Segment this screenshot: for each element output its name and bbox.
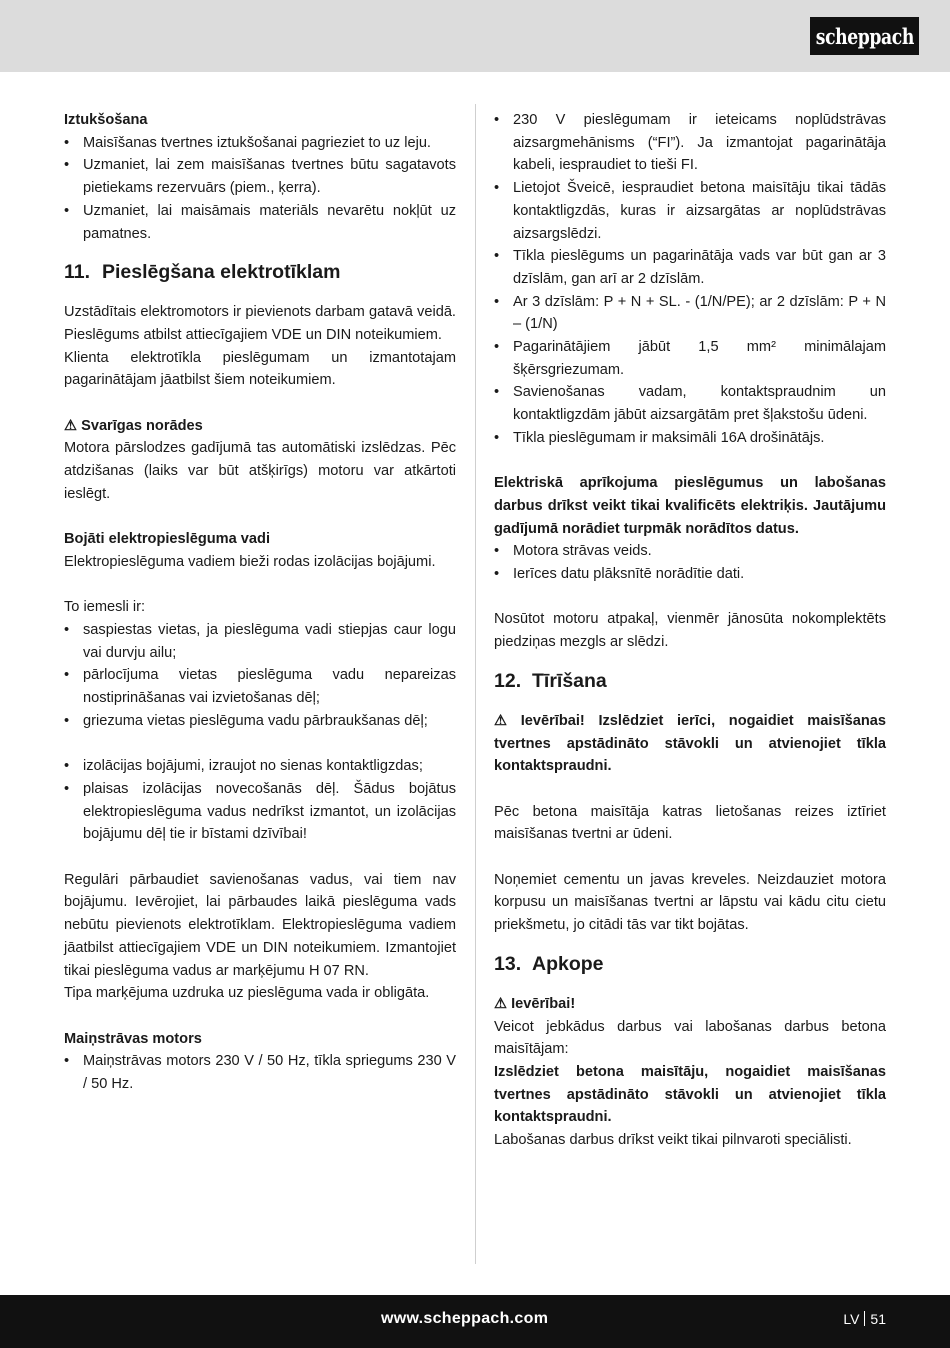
list-item: • plaisas izolācijas novecošanās dēļ. Šādus bojātus elektropieslēguma vadus nedrīkst izmantot, un izolācijas bojājumu dēļ tie ir bīstami dzīvībai! <box>64 778 456 846</box>
page-indicator <box>843 1311 886 1327</box>
paragraph: Klienta elektrotīkla pieslēgumam un izmantotajam pagarinātājam jāatbilst šiem noteikumiem. <box>64 349 456 389</box>
header-bar <box>0 0 950 72</box>
list-item: • Lietojot Šveicē, iespraudiet betona maisītāju tikai tādās kontaktligzdās, kuras ir aizsargātas ar noplūdstrāvas aizsargslēdzi. <box>494 177 886 245</box>
damaged-cables-title: Bojāti elektropieslēguma vadi <box>64 531 271 548</box>
cleaning-warning <box>494 710 886 778</box>
list-item: • Motora strāvas veids. <box>494 540 886 563</box>
ac-motor-list <box>64 1050 456 1095</box>
emptying-list <box>64 132 456 246</box>
list-item: • Savienošanas vadam, kontaktspraudnim un kontaktligzdām jābūt aizsargātām pret šļakstošu ūdeni. <box>494 381 886 426</box>
brand-logo <box>810 17 919 55</box>
list-item: • izolācijas bojājumi, izraujot no sienas kontaktligzdas; <box>64 755 456 778</box>
paragraph: Pēc betona maisītāja katras lietošanas reizes iztīriet maisīšanas tvertni ar ūdeni. <box>494 803 886 843</box>
footer-bar <box>0 1295 950 1348</box>
list-item: • Tīkla pieslēgumam ir maksimāli 16A drošinātājs. <box>494 427 886 450</box>
cleaning-warning-text: Ievērībai! Izslēdziet ierīci, nogaidiet maisīšanas tvertnes apstādināto stāvokli un atvienojiet tīkla kontaktspraudni. <box>494 712 886 775</box>
section-12-heading <box>494 668 886 694</box>
electrician-notice: Elektriskā aprīkojuma pieslēgumus un labošanas darbus drīkst veikt tikai kvalificēts elektriķis. Jautājumu gadījumā norādiet turpmāk norādītos datus. <box>494 475 886 537</box>
list-item: • griezuma vietas pieslēguma vadu pārbraukšanas dēļ; <box>64 710 456 733</box>
paragraph: Uzstādītais elektromotors ir pievienots darbam gatavā veidā. Pieslēgums atbilst attiecīgajiem VDE un DIN noteikumiem. <box>64 304 456 343</box>
maintenance-bold-instruction: Izslēdziet betona maisītāju, nogaidiet maisīšanas tvertnes apstādināto stāvokli un atvienojiet tīkla kontaktspraudni. <box>494 1063 886 1126</box>
section-title: Tīrīšana <box>532 669 607 692</box>
list-item: • pārlocījuma vietas pieslēguma vadu nepareizas nostiprināšanas vai izvietošanas dēļ; <box>64 664 456 709</box>
paragraph: Tipa marķējuma uzdruka uz pieslēguma vada ir obligāta. <box>64 985 430 1002</box>
section-number: 13. <box>494 952 522 975</box>
brand-logo-text: scheppach <box>815 23 914 49</box>
section-title: Apkope <box>532 952 604 975</box>
paragraph: Noņemiet cementu un javas kreveles. Neizdauziet motora korpusu un maisīšanas tvertni ar lāpstu vai kādu citu cietu priekšmetu, jo citādi tās var tikt bojātas. <box>494 871 886 934</box>
paragraph: Motora pārslodzes gadījumā tas automātiski izslēdzas. Pēc atdzišanas (laiks var būt atšķirīgs) motoru var atkārtoti ieslēgt. <box>64 440 456 502</box>
section-13-heading <box>494 951 886 977</box>
warning-icon: ⚠ <box>494 995 508 1012</box>
emptying-title: Iztukšošana <box>64 112 148 128</box>
right-column <box>494 109 886 1152</box>
paragraph: Labošanas darbus drīkst veikt tikai pilnvaroti speciālisti. <box>494 1132 852 1149</box>
list-item: • saspiestas vietas, ja pieslēguma vadi stiepjas caur logu vai durvju ailu; <box>64 619 456 664</box>
reasons-list <box>64 619 456 733</box>
footer-website-link[interactable]: www.scheppach.com <box>381 1310 549 1327</box>
paragraph: Nosūtot motoru atpakaļ, vienmēr jānosūta nokomplektēts piedziņas mezgls ar slēdzi. <box>494 611 886 651</box>
list-item: • Tīkla pieslēgums un pagarinātāja vads var būt gan ar 3 dzīslām, gan arī ar 2 dzīslām. <box>494 245 886 290</box>
section-title: Pieslēgšana elektrotīklam <box>102 261 341 284</box>
paragraph: Regulāri pārbaudiet savienošanas vadus, vai tiem nav bojājumu. Ievērojiet, lai pārbaudes laikā pieslēguma vads nebūtu pievienots elektrotīklam. Elektropieslēguma vadiem jāatbilst attiecīgajiem VDE un DIN noteikumiem. Izmantojiet tikai pieslēguma vadus ar marķējumu H 07 RN. <box>64 871 456 979</box>
reasons-list-continued <box>64 755 456 846</box>
list-item: • Ierīces datu plāksnītē norādītie dati. <box>494 563 886 586</box>
maintenance-warning <box>494 993 886 1016</box>
list-item: • Pagarinātājiem jābūt 1,5 mm² minimālajam šķērsgriezumam. <box>494 336 886 381</box>
section-number: 12. <box>494 669 522 692</box>
reasons-intro: To iemesli ir: <box>64 599 146 616</box>
list-item: • Uzmaniet, lai zem maisīšanas tvertnes būtu sagatavots pietiekams rezervuārs (piem., ķerra). <box>64 154 456 199</box>
maintenance-warning-title: Ievērībai! <box>511 995 576 1012</box>
list-item: • Ar 3 dzīslām: P + N + SL. - (1/N/PE); ar 2 dzīslām: P + N – (1/N) <box>494 291 886 336</box>
paragraph: Veicot jebkādus darbus vai labošanas darbus betona maisītājam: <box>494 1018 886 1058</box>
column-divider <box>475 104 476 1264</box>
important-title: Svarīgas norādes <box>81 417 203 434</box>
important-heading <box>64 415 456 438</box>
warning-icon: ⚠ <box>494 712 517 729</box>
list-item: • 230 V pieslēgumam ir ieteicams noplūdstrāvas aizsargmehānisms (“FI”). Ja izmantojat pagarinātāja kabeli, iespraudiet to tieši FI. <box>494 109 886 177</box>
section-number: 11. <box>64 261 91 284</box>
paragraph: Elektropieslēguma vadiem bieži rodas izolācijas bojājumi. <box>64 553 436 570</box>
list-item: • Uzmaniet, lai maisāmais materiāls nevarētu nokļūt uz pamatnes. <box>64 200 456 245</box>
page-number: 51 <box>870 1311 886 1327</box>
warning-icon: ⚠ <box>64 417 78 434</box>
language-code: LV <box>843 1311 860 1327</box>
section-11-heading <box>64 259 456 285</box>
list-item: • Maiņstrāvas motors 230 V / 50 Hz, tīkla spriegums 230 V / 50 Hz. <box>64 1050 456 1095</box>
left-column <box>64 109 456 1096</box>
list-item: • Maisīšanas tvertnes iztukšošanai pagrieziet to uz leju. <box>64 132 456 155</box>
ac-motor-title: Maiņstrāvas motors <box>64 1030 202 1047</box>
electric-data-list <box>494 540 886 585</box>
connection-requirements-list <box>494 109 886 450</box>
